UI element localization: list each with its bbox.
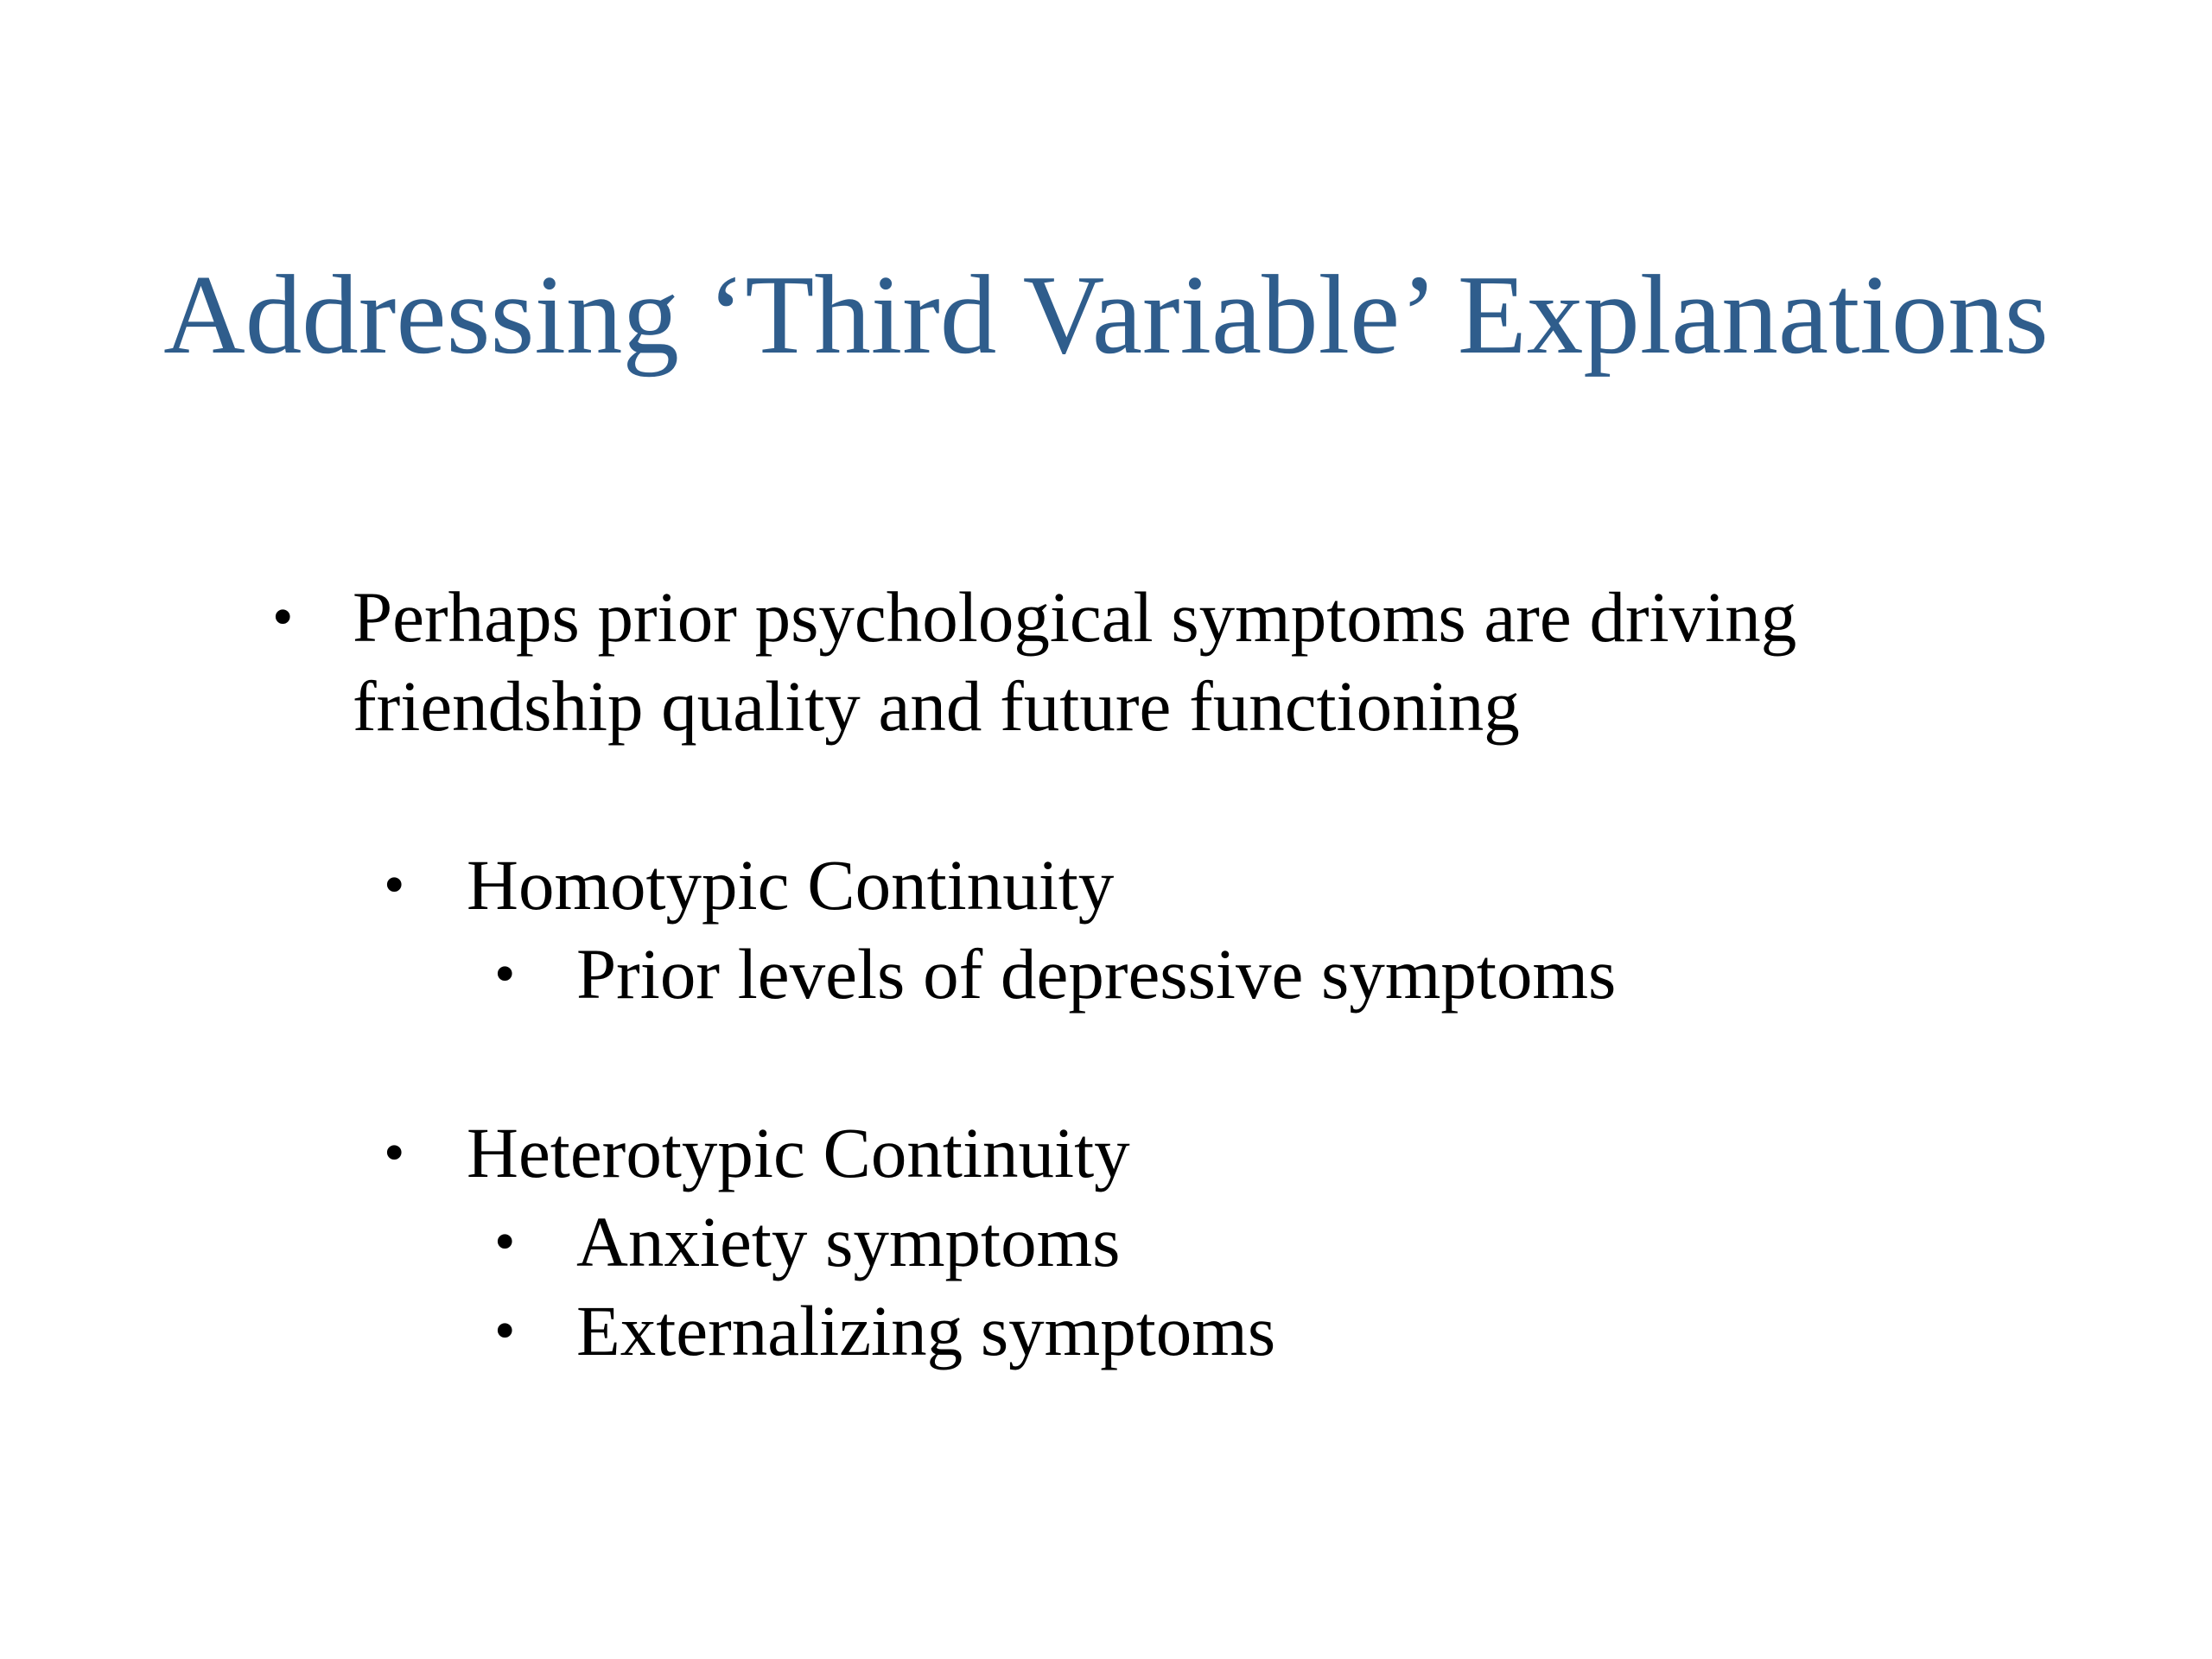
bullet-text-line-2: friendship quality and future functioning [353,666,1520,746]
bullet-text-line-1: Perhaps prior psychological symptoms are driving [353,577,1797,657]
sub-sub-bullet-anxiety: Anxiety symptoms [576,1202,1121,1281]
bullet-marker: • [494,1298,516,1364]
sub-bullet-heterotypic-label: Heterotypic Continuity [467,1113,1130,1192]
sub-sub-bullet-depressive: Prior levels of depressive symptoms [576,934,1617,1014]
bullet-marker: • [494,1209,516,1275]
bullet-marker: • [494,941,516,1007]
sub-bullet-homotypic-label: Homotypic Continuity [467,845,1115,925]
bullet-marker: • [384,1120,405,1186]
bullet-marker: • [384,852,405,918]
sub-sub-bullet-externalizing: Externalizing symptoms [576,1291,1276,1370]
slide-title: Addressing ‘Third Variable’ Explanations [163,252,2049,378]
bullet-marker: • [272,584,294,651]
